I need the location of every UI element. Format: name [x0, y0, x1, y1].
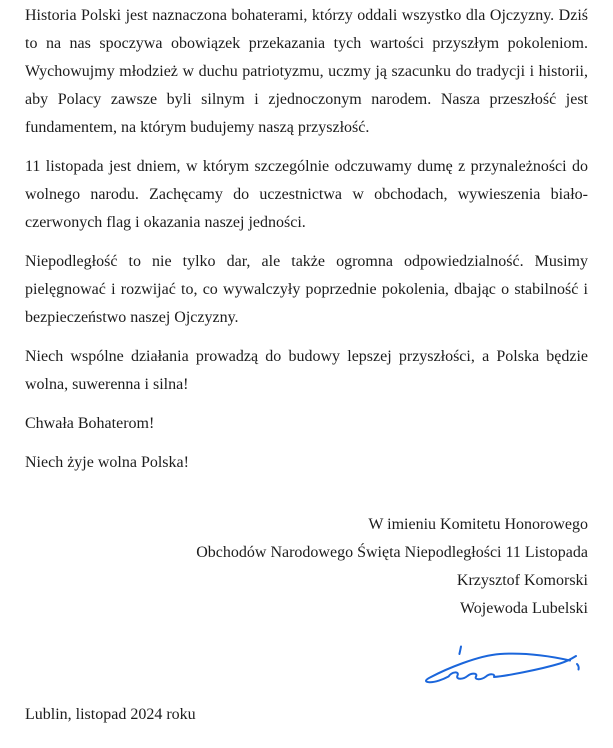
paragraph-november-11: 11 listopada jest dniem, w którym szczególnie odczuwamy dumę z przynależności do wolnego narodu. Zachęcamy do uczestnictwa w obchodach, wywieszenia biało-czerwonych flag i okazania naszej jedności. [25, 158, 588, 231]
signature-block [25, 511, 588, 623]
slogan-long-live-poland: Niech żyje wolna Polska! [25, 454, 189, 471]
place-date-line: Lublin, listopad 2024 roku [25, 706, 196, 723]
signatory-title: Wojewoda Lubelski [459, 600, 588, 617]
paragraph-future: Niech wspólne działania prowadzą do budowy lepszej przyszłości, a Polska będzie wolna, suwerenna i silna! [25, 348, 588, 393]
signature-block-committee: W imieniu Komitetu Honorowego [368, 516, 588, 533]
slogan-glory-to-heroes: Chwała Bohaterom! [25, 415, 155, 432]
signature-ink-icon [422, 643, 582, 693]
signature-block-celebration: Obchodów Narodowego Święta Niepodległości 11 Listopada [196, 544, 588, 561]
signatory-name: Krzysztof Komorski [456, 572, 588, 589]
handwritten-signature [25, 643, 582, 693]
paragraph-history: Historia Polski jest naznaczona bohaterami, którzy oddali wszystko dla Ojczyzny. Dziś to na nas spoczywa obowiązek przekazania tych wartości przyszłym pokoleniom. Wychowujmy młodzież w duchu patriotyzmu, uczmy ją szacunku do tradycji i historii, aby Polacy zawsze byli silnym i zjednoczonym narodem. Nasza przeszłość jest fundamentem, na którym budujemy naszą przyszłość. [25, 7, 588, 136]
paragraph-independence: Niepodległość to nie tylko dar, ale także ogromna odpowiedzialność. Musimy pielęgnować i rozwijać to, co wywalczyły poprzednie pokolenia, dbając o stabilność i bezpieczeństwo naszej Ojczyzny. [25, 253, 588, 326]
